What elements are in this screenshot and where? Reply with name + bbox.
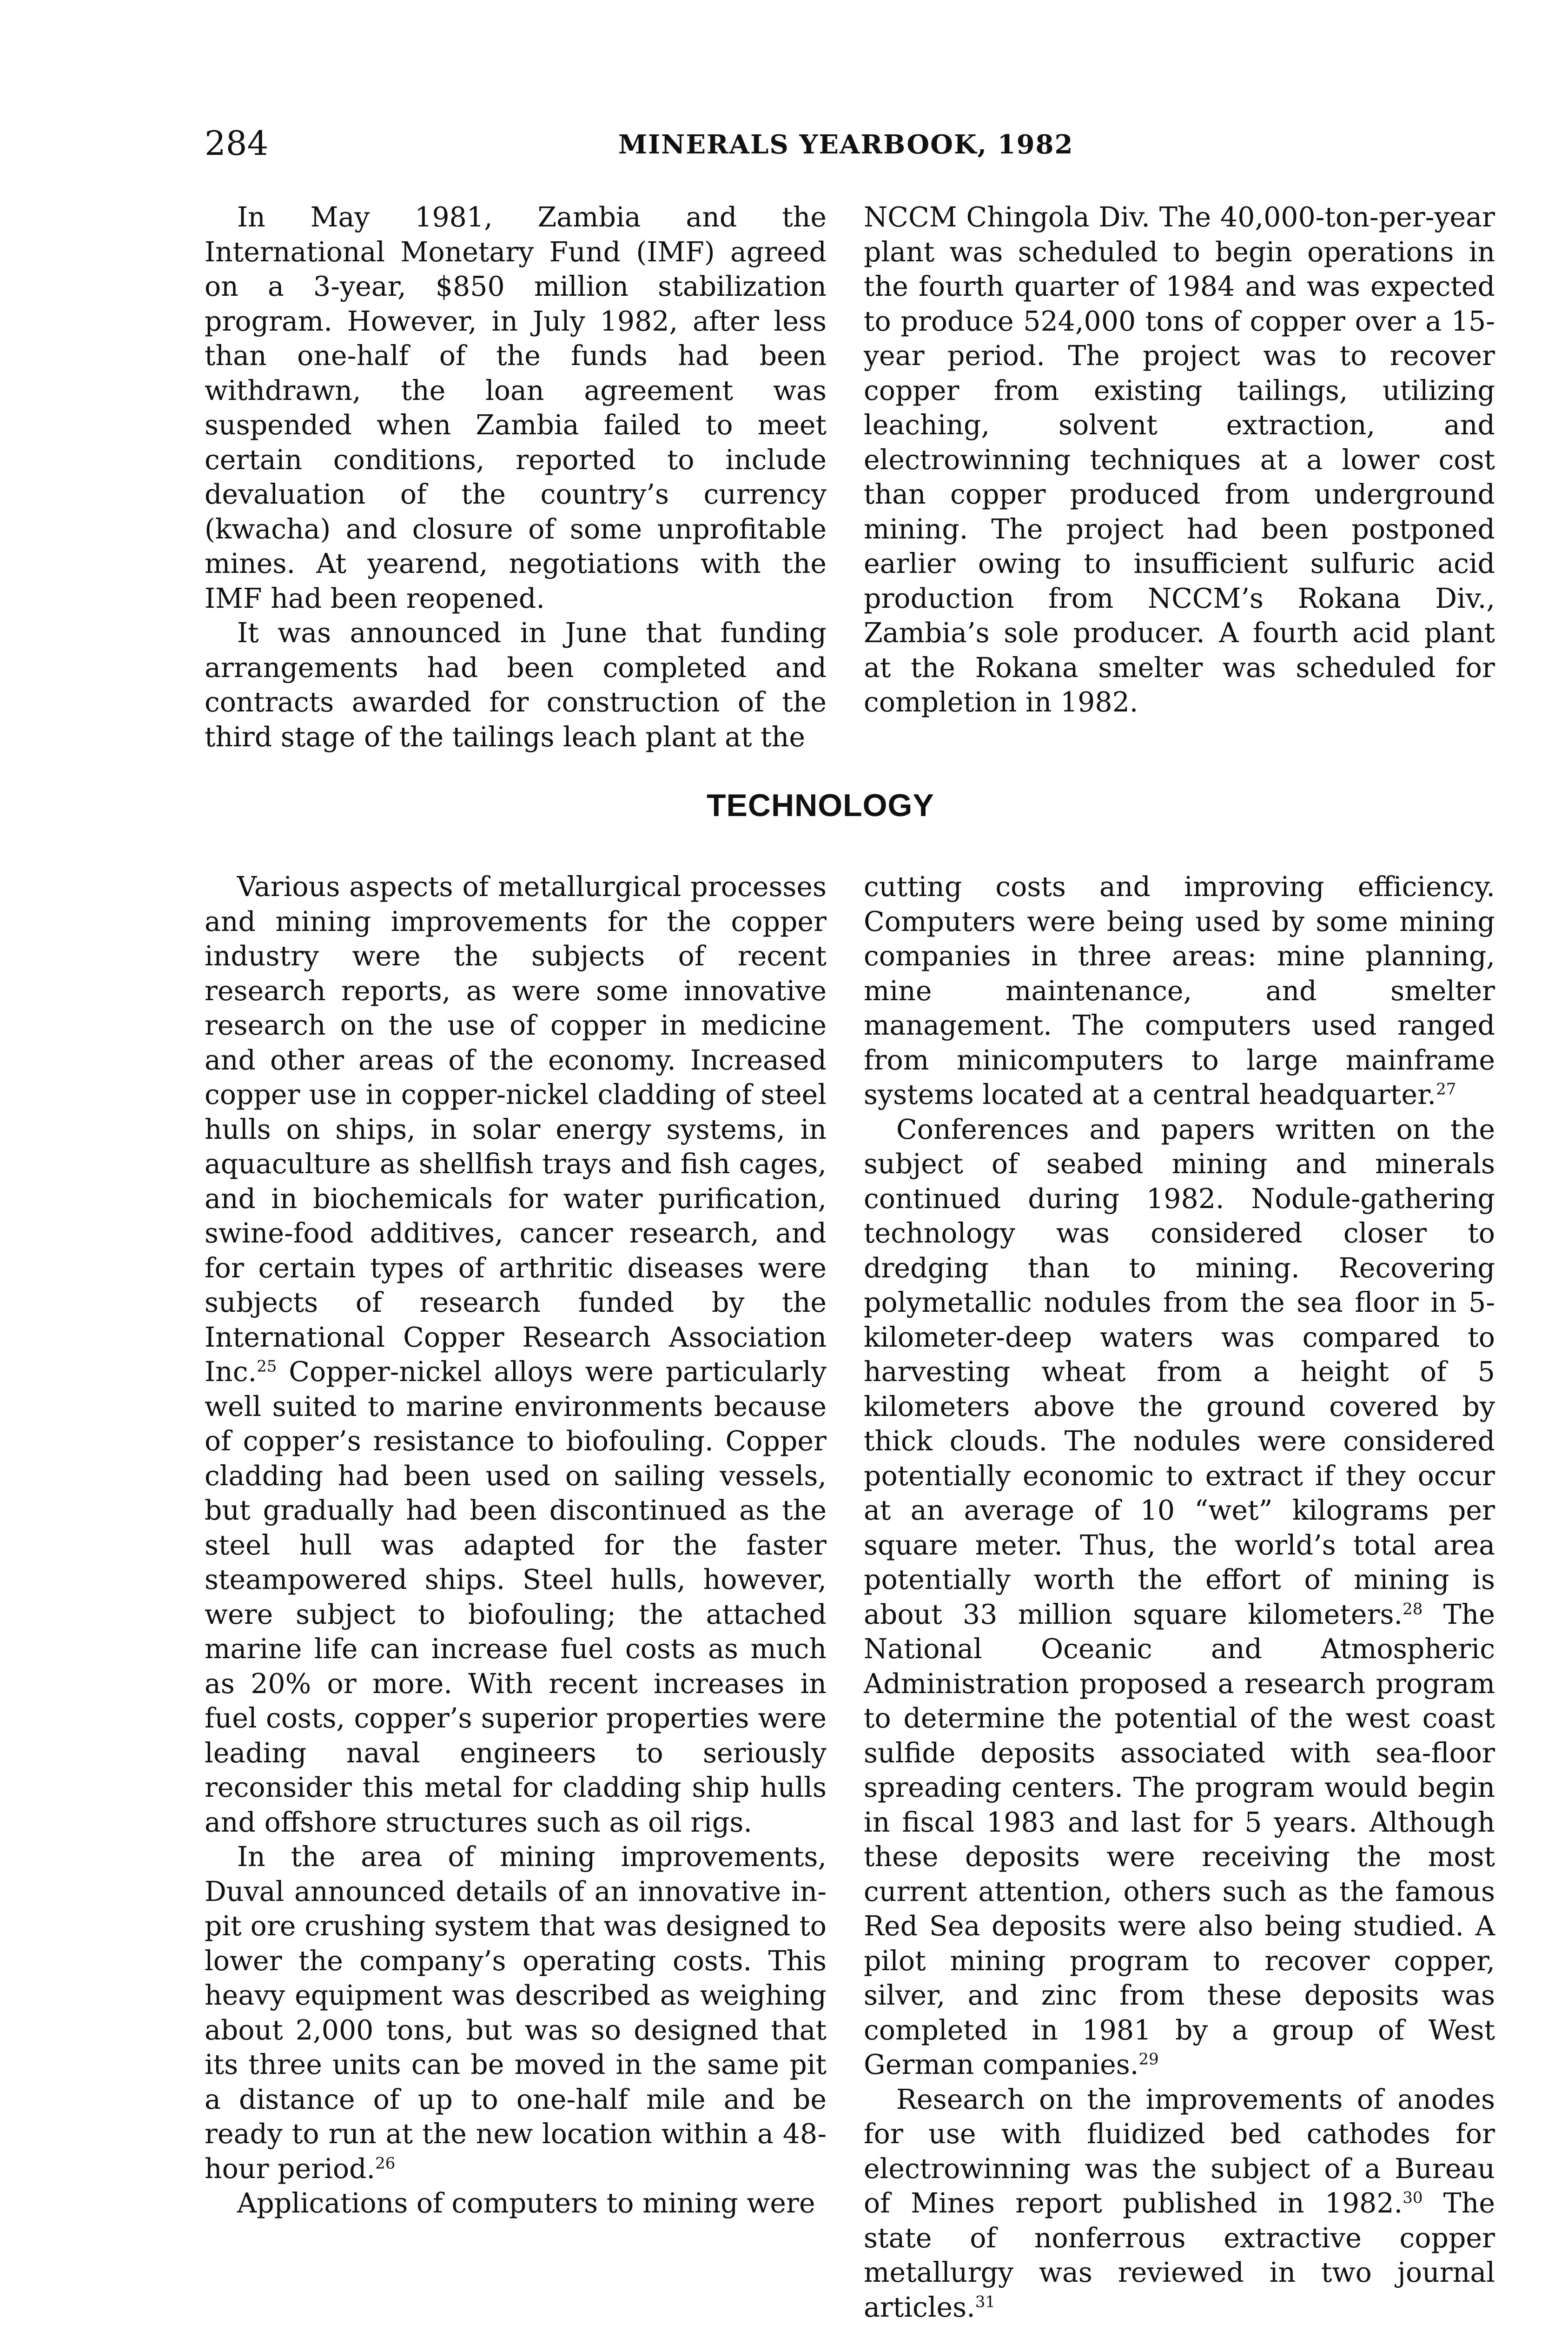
paragraph-text: Conferences and papers written on the subject of seabed mining and minerals continued during 1982. Nodule-gathering technology was considered closer to dredging than to mining. Recovering polymetallic nodules from the sea floor in 5-kilometer-deep waters was compared to harvesting wheat from a height of 5 kilometers above the ground covered by thick clouds. The nodules were considered potentially economic to extract if they occur at an average of 10 “wet” kilograms per square meter. Thus, the world’s total area potentially worth the effort of mining is about 33 million square kilometers. bbox=[864, 1113, 1495, 1630]
section-heading: TECHNOLOGY bbox=[707, 788, 934, 823]
paragraph-text: Applications of computers to mining were bbox=[237, 2187, 815, 2219]
paragraph-text: cutting costs and improving efficiency. Computers were being used by some mining companies in three areas: mine planning, mine maintenance, and smelter management. The computers used ranged from minicomputers to large mainframe systems located at a central headquarter. bbox=[864, 871, 1495, 1110]
paragraph: It was announced in June that funding arrangements had been completed and contracts awarded for construction of the third stage of the tailings leach plant at the bbox=[205, 617, 827, 753]
paragraph bbox=[205, 870, 827, 1840]
top-right-column bbox=[864, 200, 1495, 720]
running-title: MINERALS YEARBOOK, 1982 bbox=[618, 129, 1074, 160]
paragraph bbox=[205, 2186, 827, 2221]
paragraph: NCCM Chingola Div. The 40,000-ton-per-year plant was scheduled to begin operations in the fourth quarter of 1984 and was expected to produce 524,000 tons of copper over a 15-year period. The project was to recover copper from existing tailings, utilizing leaching, solvent extraction, and electrowinning techniques at a lower cost than copper produced from underground mining. The project had been postponed earlier owing to insufficient sulfuric acid production from NCCM’s Rokana Div., Zambia’s sole producer. A fourth acid plant at the Rokana smelter was scheduled for completion in 1982. bbox=[864, 201, 1495, 718]
paragraph-text: The National Oceanic and Atmospheric Administration proposed a research program to determine the potential of the west coast sulfide deposits associated with sea-floor spreading centers. The program would begin in fiscal 1983 and last for 5 years. Although these deposits were receiving the most current attention, others such as the famous Red Sea deposits were also being studied. A pilot mining program to recover copper, silver, and zinc from these deposits was completed in 1981 by a group of West German companies. bbox=[864, 1598, 1495, 2080]
paragraph-text: The state of nonferrous extractive copper metallurgy was reviewed in two journal articles. bbox=[864, 2187, 1495, 2323]
paragraph bbox=[864, 870, 1495, 1112]
paragraph-text: Research on the improvements of anodes for use with fluidized bed cathodes for electrowinning was the subject of a Bureau of Mines report published in 1982. bbox=[864, 2083, 1495, 2219]
paragraph-text: In the area of mining improvements, Duval announced details of an innovative in-pit ore crushing system that was designed to lower the company’s operating costs. This heavy equipment was described as weighing about 2,000 tons, but was so designed that its three units can be moved in the same pit a distance of up to one-half mile and be ready to run at the new location within a 48-hour period. bbox=[205, 1841, 827, 2185]
paragraph bbox=[864, 1112, 1495, 2082]
footnote-ref: 27 bbox=[1436, 1080, 1456, 1099]
footnote-ref: 25 bbox=[257, 1357, 277, 1376]
footnote-ref: 30 bbox=[1403, 2188, 1423, 2207]
footnote-ref: 28 bbox=[1403, 1600, 1423, 1618]
paragraph-text: Copper-nickel alloys were particularly well suited to marine environments because of copper’s resistance to biofouling. Copper cladding had been used on sailing vessels, but gradually had been discontinued as the steel hull was adapted for the faster steampowered ships. Steel hulls, however, were subject to biofouling; the attached marine life can increase fuel costs as much as 20% or more. With recent increases in fuel costs, copper’s superior properties were leading naval engineers to seriously reconsider this metal for cladding ship hulls and offshore structures such as oil rigs. bbox=[205, 1356, 827, 1838]
paragraph-text: Various aspects of metallurgical processes and mining improvements for the copper industry were the subjects of recent research reports, as were some innovative research on the use of copper in medicine and other areas of the economy. Increased copper use in copper-nickel cladding of steel hulls on ships, in solar energy systems, in aquaculture as shellfish trays and fish cages, and in biochemicals for water purification, swine-food additives, cancer research, and for certain types of arthritic diseases were subjects of research funded by the International Copper Research Association Inc. bbox=[205, 871, 827, 1388]
paragraph bbox=[205, 1840, 827, 2186]
footnote-ref: 29 bbox=[1138, 2050, 1159, 2069]
footnote-ref: 31 bbox=[975, 2292, 996, 2311]
page-number: 284 bbox=[205, 124, 269, 163]
footnote-ref: 26 bbox=[375, 2154, 396, 2172]
technology-left-column bbox=[205, 870, 827, 2221]
technology-right-column bbox=[864, 870, 1495, 2325]
paragraph: In May 1981, Zambia and the International Monetary Fund (IMF) agreed on a 3-year, $850 million stabilization program. However, in July 1982, after less than one-half of the funds had been withdrawn, the loan agreement was suspended when Zambia failed to meet certain conditions, reported to include devaluation of the country’s currency (kwacha) and closure of some unprofitable mines. At yearend, negotiations with the IMF had been reopened. bbox=[205, 201, 827, 614]
top-left-column bbox=[205, 200, 827, 754]
paragraph bbox=[864, 2082, 1495, 2325]
